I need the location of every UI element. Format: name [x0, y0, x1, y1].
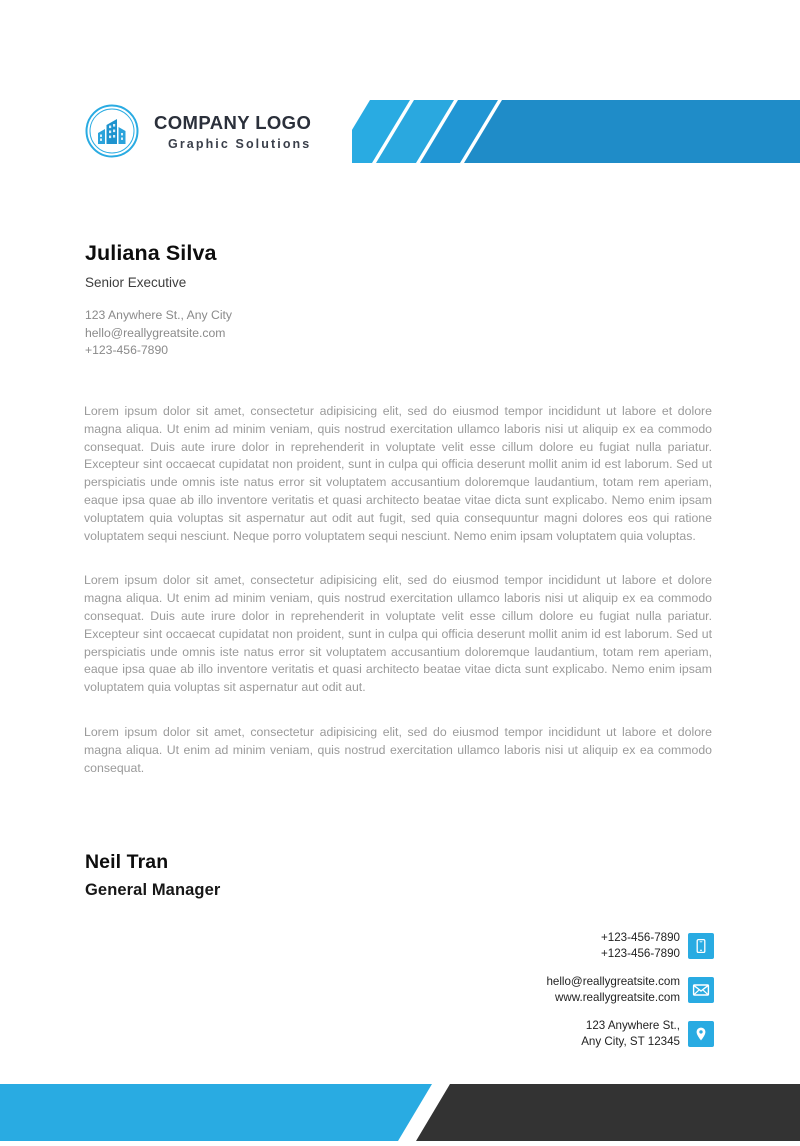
- sender-email: hello@reallygreatsite.com: [85, 325, 226, 340]
- sender-name: Juliana Silva: [85, 241, 217, 265]
- signer-name: Neil Tran: [85, 851, 169, 873]
- company-logo: [84, 103, 311, 159]
- footer-address-1: 123 Anywhere St.,: [585, 1019, 680, 1032]
- company-logo-subtitle: Graphic Solutions: [168, 137, 312, 151]
- sender-phone: +123-456-7890: [85, 343, 169, 358]
- location-pin-icon: [688, 1021, 714, 1047]
- letter-body: [84, 403, 712, 777]
- footer-phone-1: +123-456-7890: [601, 931, 680, 944]
- footer-contact-phone: [601, 930, 714, 961]
- envelope-icon: [688, 977, 714, 1003]
- letter-paragraph: Lorem ipsum dolor sit amet, consectetur adipisicing elit, sed do eiusmod tempor incididunt ut labore et dolore magna aliqua. Ut enim ad minim veniam, quis nostrud exercitation ullamco laboris nisi ut aliquip ex ea commodo consequat. Duis aute irure dolor in reprehenderit in voluptate velit esse cillum dolore eu fugiat nulla pariatur. Excepteur sint occaecat cupidatat non proident, sunt in culpa qui officia deserunt mollit anim id est laborum. Sed ut perspiciatis unde omnis iste natus error sit voluptatem accusantium doloremque laudantium, totam rem aperiam, eaque ipsa quae ab illo inventore veritatis et quasi architecto beatae vitae dicta sunt explicabo. Nemo enim ipsam voluptatem quia voluptas sit aspernatur aut odit aut.: [84, 573, 712, 695]
- page-header: [0, 0, 800, 200]
- stripe-wide: [464, 100, 800, 163]
- company-logo-text: [154, 110, 311, 153]
- letter-paragraph: Lorem ipsum dolor sit amet, consectetur adipisicing elit, sed do eiusmod tempor incididunt ut labore et dolore magna aliqua. Ut enim ad minim veniam, quis nostrud exercitation ullamco laboris nisi ut aliquip ex ea commodo consequat. Duis aute irure dolor in reprehenderit in voluptate velit esse cillum dolore eu fugiat nulla pariatur. Excepteur sint occaecat cupidatat non proident, sunt in culpa qui officia deserunt mollit anim id est laborum. Sed ut perspiciatis unde omnis iste natus error sit voluptatem accusantium doloremque laudantium, totam rem aperiam, eaque ipsa quae ab illo inventore veritatis et quasi architecto beatae vitae dicta sunt explicabo. Nemo enim ipsam voluptatem quia voluptas sit aspernatur aut odit aut fugit, sed quia consequuntur magni dolores eos qui ratione voluptatem sequi nesciunt. Neque porro voluptatem sequi nesciunt. Nemo enim ipsam voluptatem quia voluptas.: [84, 404, 712, 543]
- footer-email: hello@reallygreatsite.com: [546, 975, 680, 988]
- footer-contact-block: [546, 930, 714, 1049]
- header-stripe-group: [352, 88, 800, 168]
- footer-website: www.reallygreatsite.com: [555, 990, 680, 1004]
- company-logo-title: COMPANY LOGO: [154, 111, 312, 133]
- footer-contact-address: [581, 1018, 714, 1049]
- footer-contact-email: [546, 974, 714, 1005]
- sender-block: [85, 240, 485, 360]
- footer-address-lines: [581, 1018, 680, 1049]
- footer-right-shape: [416, 1084, 800, 1141]
- sender-contact-details: [85, 307, 485, 360]
- sender-address: 123 Anywhere St., Any City: [85, 308, 233, 323]
- footer-email-lines: [546, 974, 680, 1005]
- signer-role: General Manager: [85, 881, 221, 900]
- company-buildings-circle-logo-icon: [84, 103, 140, 159]
- letter-paragraph: Lorem ipsum dolor sit amet, consectetur adipisicing elit, sed do eiusmod tempor incididunt ut labore et dolore magna aliqua. Ut enim ad minim veniam, quis nostrud exercitation ullamco laboris nisi ut aliquip ex ea commodo consequat.: [84, 724, 712, 775]
- phone-icon: [688, 933, 714, 959]
- footer-address-2: Any City, ST 12345: [581, 1034, 680, 1048]
- footer-left-shape: [0, 1084, 432, 1141]
- footer-bar: [0, 1084, 800, 1141]
- signature-block: [85, 850, 220, 902]
- footer-phone-2: +123-456-7890: [601, 946, 680, 960]
- footer-phone-lines: [601, 930, 680, 961]
- sender-role: Senior Executive: [85, 274, 187, 290]
